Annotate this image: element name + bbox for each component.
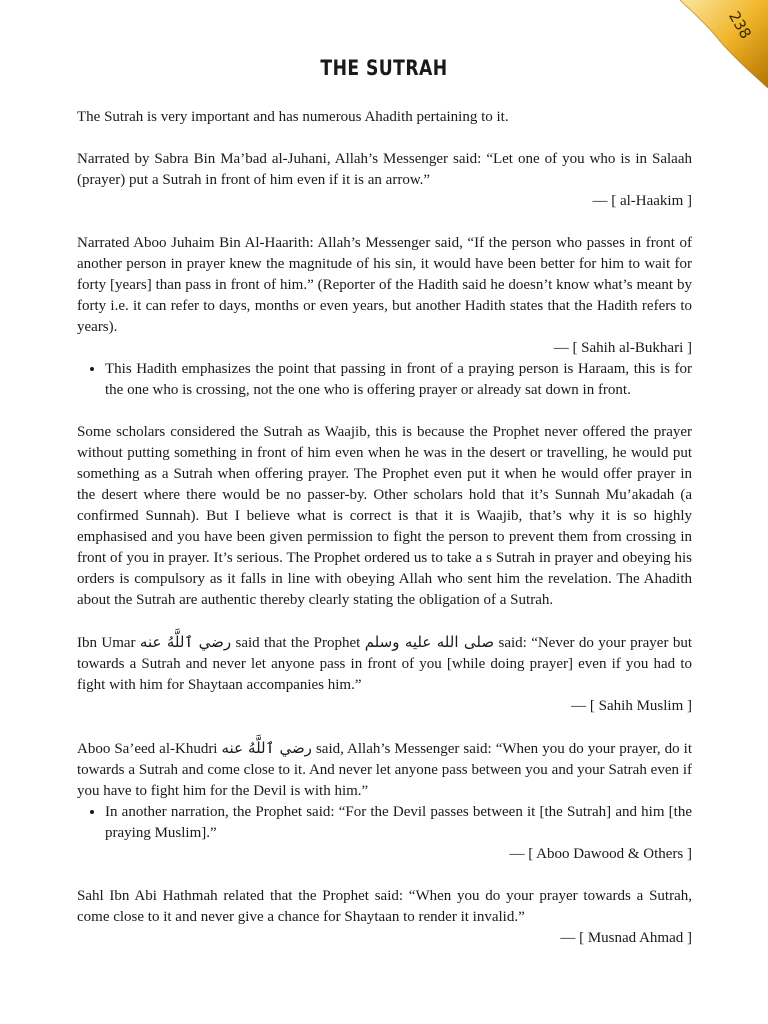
- bullet-list-haraam: [77, 359, 692, 401]
- bullet-devil: • In another narration, the Prophet said: “For the Devil passes between it [the Sutrah] and him [the praying Muslim].”: [105, 802, 692, 844]
- hadith-ibn-umar-part-a: Ibn Umar: [77, 635, 140, 651]
- page-content: [77, 107, 692, 949]
- hadith-ibn-umar-part-c: said: “Never do your prayer but towards a Sutrah and never let anyone pass in front of you [while doing prayer] even if you had to fight with him for Shaytaan accompanies him.”: [77, 635, 693, 693]
- hadith-aboo-saeed-part-b: said, Allah’s Messenger said: “When you do your prayer, do it towards a Sutrah and come close to it. And never let anyone pass between you and your Satrah even if you have to fight him for the Devil is with him.”: [77, 741, 693, 799]
- page-title: THE SUTRAH: [320, 56, 448, 80]
- intro-paragraph: The Sutrah is very important and has numerous Ahadith pertaining to it.: [77, 109, 509, 125]
- page-number: 238: [725, 8, 755, 42]
- hadith-aboo-saeed: [77, 738, 692, 802]
- arabic-radiallahu-anhu-2: رضي ٱللَّهُ عنه: [221, 739, 312, 757]
- arabic-radiallahu-anhu: رضي ٱللَّهُ عنه: [139, 633, 232, 651]
- source-musnad-ahmad: — [ Musnad Ahmad ]: [560, 930, 692, 946]
- hadith-ibn-umar: [77, 632, 692, 696]
- hadith-aboo-saeed-part-a: Aboo Sa’eed al-Khudri: [77, 741, 222, 757]
- hadith-sabra: Narrated by Sabra Bin Ma’bad al-Juhani, Allah’s Messenger said: “Let one of you who is in Salaah (prayer) put a Sutrah in front of him even if it is an arrow.”: [77, 151, 692, 188]
- bullet-haraam: • This Hadith emphasizes the point that passing in front of a praying person is Haraam, this is for the one who is crossing, not the one who is offering prayer or already sat down in front.: [105, 359, 692, 401]
- source-aboo-dawood: — [ Aboo Dawood & Others ]: [509, 846, 692, 862]
- arabic-salawat: صلى الله عليه وسلم: [364, 633, 495, 651]
- bullet-list-devil: [77, 802, 692, 844]
- source-al-haakim: — [ al-Haakim ]: [592, 193, 692, 209]
- source-sahih-bukhari: — [ Sahih al-Bukhari ]: [553, 340, 692, 356]
- hadith-aboo-juhaim: Narrated Aboo Juhaim Bin Al-Haarith: Allah’s Messenger said, “If the person who passes in front of another person in prayer knew the magnitude of his sin, it would have been better for him to wait for forty [years] than pass in front of him.” (Reporter of the Hadith said he doesn’t know what’s meant by forty i.e. it can refer to days, months or even years, but another Hadith states that the Hadith refers to years).: [77, 235, 692, 335]
- hadith-ibn-umar-part-b: said that the Prophet: [231, 635, 365, 651]
- source-sahih-muslim: — [ Sahih Muslim ]: [571, 698, 692, 714]
- hadith-sahl: Sahl Ibn Abi Hathmah related that the Prophet said: “When you do your prayer towards a Sutrah, come close to it and never give a chance for Shaytaan to render it invalid.”: [77, 888, 692, 925]
- scholars-paragraph: Some scholars considered the Sutrah as Waajib, this is because the Prophet never offered the prayer without putting something in front of him even when he was in the desert or travelling, he would put something as a Sutrah when offering prayer. The Prophet even put it when he would offer prayer in the desert where there would be no passer-by. Other scholars hold that it’s Sunnah Mu’akadah (a confirmed Sunnah). But I believe what is correct is that it is Waajib, that’s why it is so highly emphasised and you have been given permission to fight the person to prevent them from crossing in front of you in prayer. It’s serious. The Prophet ordered us to take a s Sutrah in prayer and obeying his orders is compulsory as it falls in line with obeying Allah who sent him the revelation. The Ahadith about the Sutrah are authentic thereby clearly stating the obligation of a Sutrah.: [77, 424, 692, 608]
